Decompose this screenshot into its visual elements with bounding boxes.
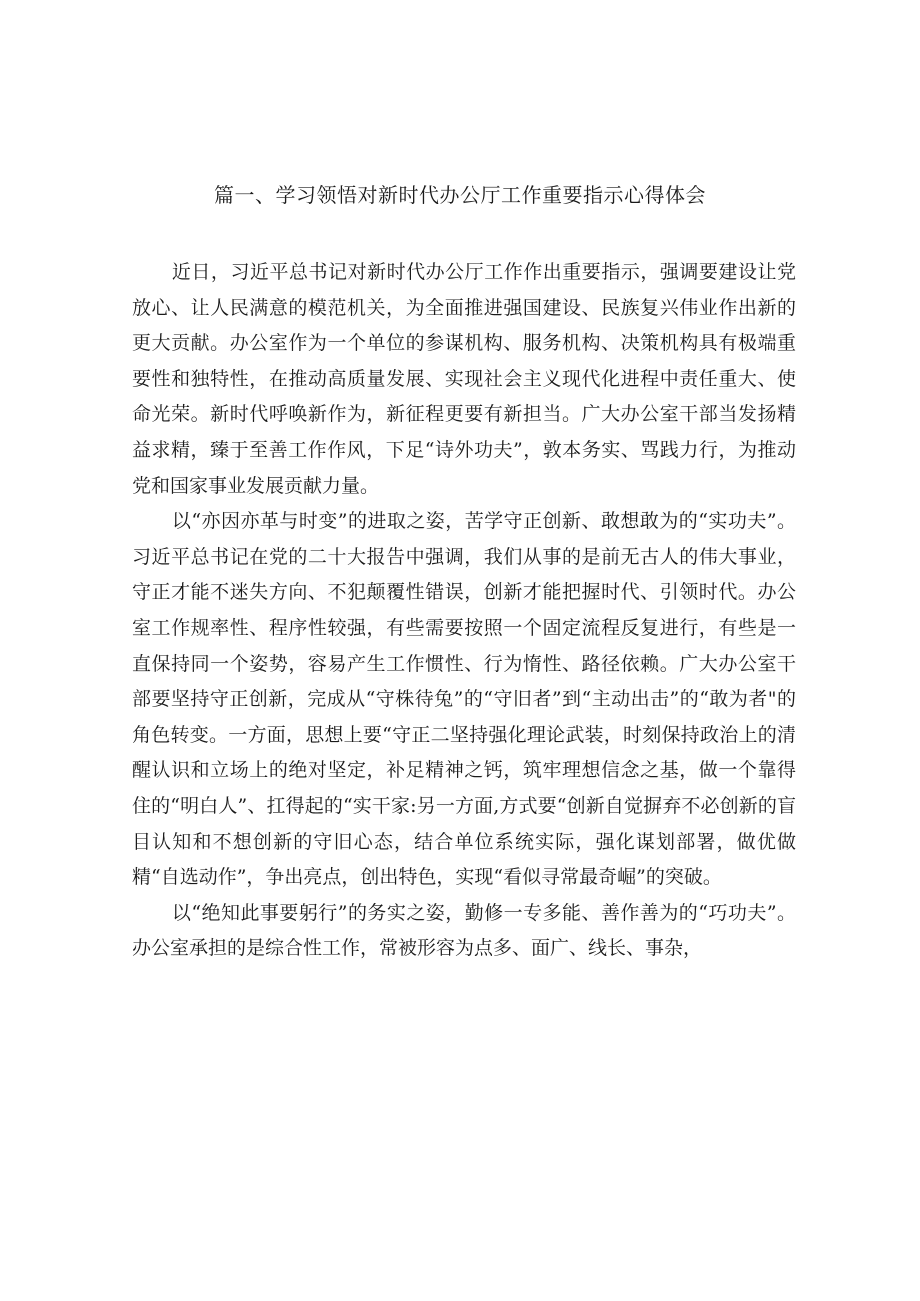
- paragraph-1: 近日，习近平总书记对新时代办公厅工作作出重要指示，强调要建设让党放心、让人民满意的模范机关，为全面推进强国建设、民族复兴伟业作出新的更大贡献。办公室作为一个单位的参谋机构、服务机构、决策机构具有极端重要性和独特性，在推动高质量发展、实现社会主义现代化进程中责任重大、使命光荣。新时代呼唤新作为，新征程更要有新担当。广大办公室干部当发扬精益求精，臻于至善工作作风，下足“诗外功夫”，敦本务实、骂践力行，为推动党和国家事业发展贡献力量。: [132, 261, 796, 497]
- document-title: 篇一、学习领悟对新时代办公厅工作重要指示心得体会: [214, 183, 706, 207]
- paragraph-2: 以“亦因亦革与时变”的进取之姿，苦学守正创新、敢想敢为的“实功夫”。习近平总书记在党的二十大报告中强调，我们从事的是前无古人的伟大事业，守正才能不迷失方向、不犯颠覆性错误，创新才能把握时代、引领时代。办公室工作规率性、程序性较强，有些需要按照一个固定流程反复进行，有些是一直保持同一个姿势，容易产生工作惯性、行为惰性、路径依赖。广大办公室干部要坚持守正创新，完成从“守株待兔”的“守旧者”到“主动出击”的“敢为者"的角色转变。一方面，思想上要“守正二坚持强化理论武装，时刻保持政治上的清醒认识和立场上的绝对坚定，补足精神之钙，筑牢理想信念之基，做一个靠得住的“明白人”、扛得起的“实干家:另一方面,方式要“创新自觉摒弃不必创新的盲目认知和不想创新的守旧心态，结合单位系统实际，强化谋划部署，做优做精“自选动作”，争出亮点，创出特色，实现“看似寻常最奇崛”的突破。: [132, 510, 796, 889]
- document-body: [132, 255, 796, 967]
- paragraph-3: 以“绝知此事要躬行”的务实之姿，勤修一专多能、善作善为的“巧功夫”。办公室承担的是综合性工作，常被形容为点多、面广、线长、事杂，: [132, 901, 796, 960]
